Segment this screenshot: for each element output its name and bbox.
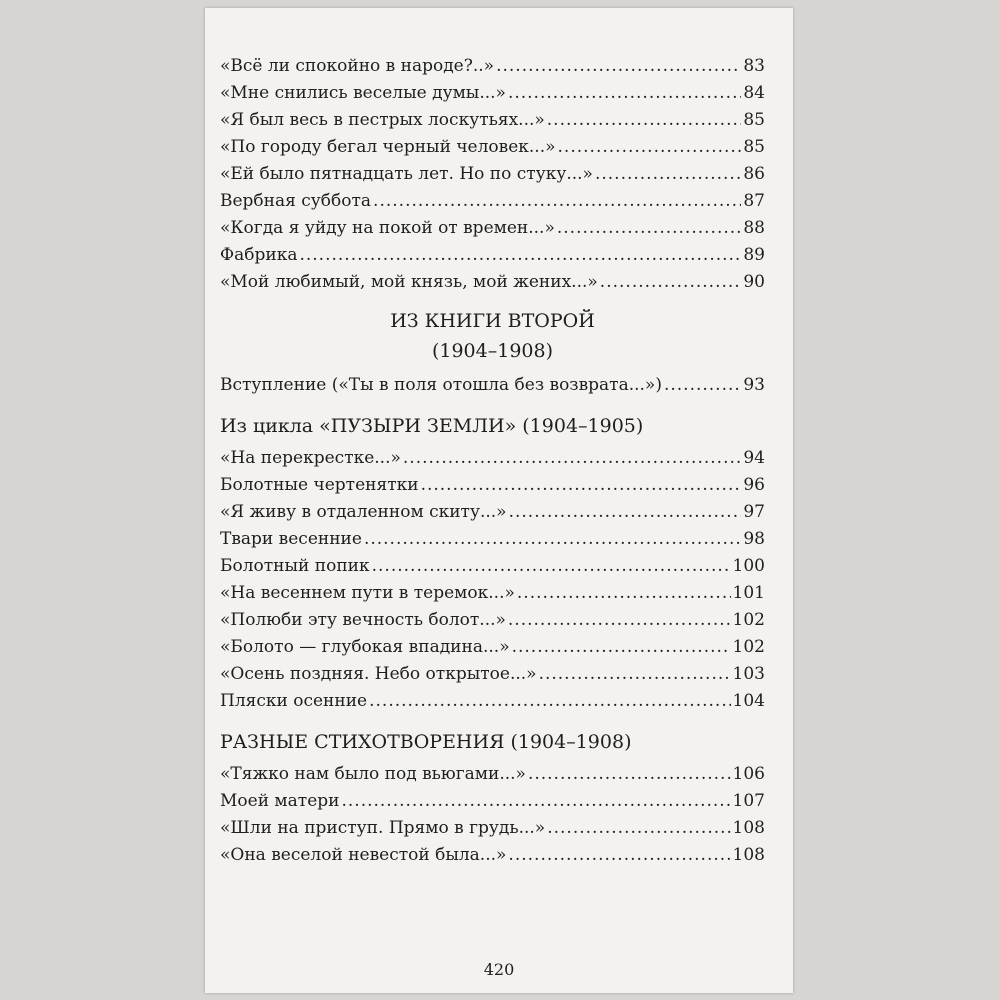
- leader-dots: [508, 80, 741, 107]
- toc-entry: [220, 499, 765, 526]
- toc-entry: [220, 634, 765, 661]
- misc-heading: РАЗНЫЕ СТИХОТВОРЕНИЯ (1904–1908): [220, 731, 632, 753]
- toc-entry-title: «Мой любимый, мой князь, мой жених...»: [220, 272, 598, 292]
- toc-entry: [220, 815, 765, 842]
- toc-entry-title: «Я живу в отдаленном скиту...»: [220, 502, 507, 522]
- toc-entry-page: 86: [743, 164, 765, 184]
- toc-entry-title: Моей матери: [220, 791, 340, 811]
- toc-entry: [220, 472, 765, 499]
- leader-dots: [557, 215, 742, 242]
- toc-entry-page: 102: [732, 637, 765, 657]
- leader-dots: [509, 499, 742, 526]
- toc-entry-title: «Шли на приступ. Прямо в грудь...»: [220, 818, 546, 838]
- toc-entry: [220, 607, 765, 634]
- toc-entry: [220, 445, 765, 472]
- toc-entry: [220, 80, 765, 107]
- toc-entry: [220, 188, 765, 215]
- toc-entry-title: Болотные чертенятки: [220, 475, 419, 495]
- leader-dots: [664, 372, 741, 399]
- toc-entry-page: 107: [732, 791, 765, 811]
- toc-entry-page: 108: [732, 845, 765, 865]
- leader-dots: [547, 107, 742, 134]
- page-number: 420: [483, 960, 515, 979]
- book-page: [205, 8, 793, 993]
- toc-entry-title: Пляски осенние: [220, 691, 368, 711]
- toc-entry: [220, 842, 765, 869]
- leader-dots: [496, 53, 741, 80]
- toc-entry: [220, 215, 765, 242]
- toc-entry: [220, 53, 765, 80]
- leader-dots: [369, 688, 730, 715]
- toc-entry-page: 97: [743, 502, 765, 522]
- toc-entry-title: «Ей было пятнадцать лет. Но по стуку...»: [220, 164, 593, 184]
- toc-entry-page: 96: [743, 475, 765, 495]
- leader-dots: [547, 815, 730, 842]
- leader-dots: [595, 161, 741, 188]
- toc-entry: [220, 688, 765, 715]
- toc-entry-title: «Мне снились веселые думы...»: [220, 83, 506, 103]
- toc-entry-page: 98: [743, 529, 765, 549]
- toc-entry-title: «На перекрестке...»: [220, 448, 401, 468]
- leader-dots: [373, 188, 741, 215]
- book-heading: [220, 306, 765, 366]
- toc-entry: [220, 269, 765, 296]
- leader-dots: [600, 269, 742, 296]
- toc-entry-title: «Тяжко нам было под вьюгами...»: [220, 764, 526, 784]
- toc-entry: [220, 788, 765, 815]
- toc-entry-page: 85: [743, 137, 765, 157]
- toc-entry: [220, 761, 765, 788]
- toc-entry: [220, 526, 765, 553]
- toc-entry-page: 106: [732, 764, 765, 784]
- toc-entry-page: 100: [732, 556, 765, 576]
- leader-dots: [539, 661, 731, 688]
- toc-entry-title: «Полюби эту вечность болот...»: [220, 610, 506, 630]
- leader-dots: [341, 788, 730, 815]
- entries-group-2: [220, 445, 765, 715]
- toc-entry-title: «По городу бегал черный человек...»: [220, 137, 556, 157]
- leader-dots: [528, 761, 731, 788]
- toc-entry-page: 83: [743, 56, 765, 76]
- leader-dots: [508, 842, 730, 869]
- toc-entry-page: 102: [732, 610, 765, 630]
- leader-dots: [517, 580, 731, 607]
- toc-entry-title: Вербная суббота: [220, 191, 372, 211]
- toc-entry-title: «Осень поздняя. Небо открытое...»: [220, 664, 537, 684]
- book-heading-title: ИЗ КНИГИ ВТОРОЙ: [390, 310, 595, 332]
- leader-dots: [508, 607, 731, 634]
- leader-dots: [364, 526, 741, 553]
- toc-entry-title: Болотный попик: [220, 556, 370, 576]
- leader-dots: [299, 242, 741, 269]
- toc-entry-page: 87: [743, 191, 765, 211]
- table-of-contents: [220, 53, 765, 869]
- toc-entry-title: «На весеннем пути в теремок...»: [220, 583, 515, 603]
- toc-entry-title: «Болото — глубокая впадина...»: [220, 637, 510, 657]
- book-heading-years: (1904–1908): [431, 340, 554, 362]
- toc-entry-title: Твари весенние: [220, 529, 362, 549]
- toc-entry-page: 94: [743, 448, 765, 468]
- toc-entry-title: «Когда я уйду на покой от времен...»: [220, 218, 555, 238]
- leader-dots: [372, 553, 731, 580]
- toc-entry-title: «Она веселой невестой была...»: [220, 845, 507, 865]
- toc-entry-title: Фабрика: [220, 245, 298, 265]
- toc-entry-page: 88: [743, 218, 765, 238]
- entries-group-1: [220, 53, 765, 296]
- toc-entry-title: «Всё ли спокойно в народе?..»: [220, 56, 495, 76]
- toc-entry-intro: [220, 372, 765, 399]
- toc-entry: [220, 553, 765, 580]
- toc-entry: [220, 580, 765, 607]
- toc-entry: [220, 107, 765, 134]
- toc-entry-title: «Я был весь в пестрых лоскутьях...»: [220, 110, 545, 130]
- leader-dots: [403, 445, 741, 472]
- toc-entry: [220, 242, 765, 269]
- toc-entry-page: 103: [732, 664, 765, 684]
- toc-entry-page: 85: [743, 110, 765, 130]
- entries-group-3: [220, 761, 765, 869]
- toc-entry-page: 93: [743, 375, 765, 395]
- toc-entry: [220, 661, 765, 688]
- cycle-heading: Из цикла «ПУЗЫРИ ЗЕМЛИ» (1904–1905): [220, 415, 644, 437]
- toc-entry-title: Вступление («Ты в поля отошла без возврата...»): [220, 375, 662, 395]
- toc-entry: [220, 161, 765, 188]
- toc-entry-page: 84: [743, 83, 765, 103]
- leader-dots: [512, 634, 731, 661]
- toc-entry: [220, 134, 765, 161]
- toc-entry-page: 89: [743, 245, 765, 265]
- leader-dots: [558, 134, 742, 161]
- toc-entry-page: 90: [743, 272, 765, 292]
- toc-entry-page: 101: [732, 583, 765, 603]
- toc-entry-page: 108: [732, 818, 765, 838]
- leader-dots: [421, 472, 742, 499]
- toc-entry-page: 104: [732, 691, 765, 711]
